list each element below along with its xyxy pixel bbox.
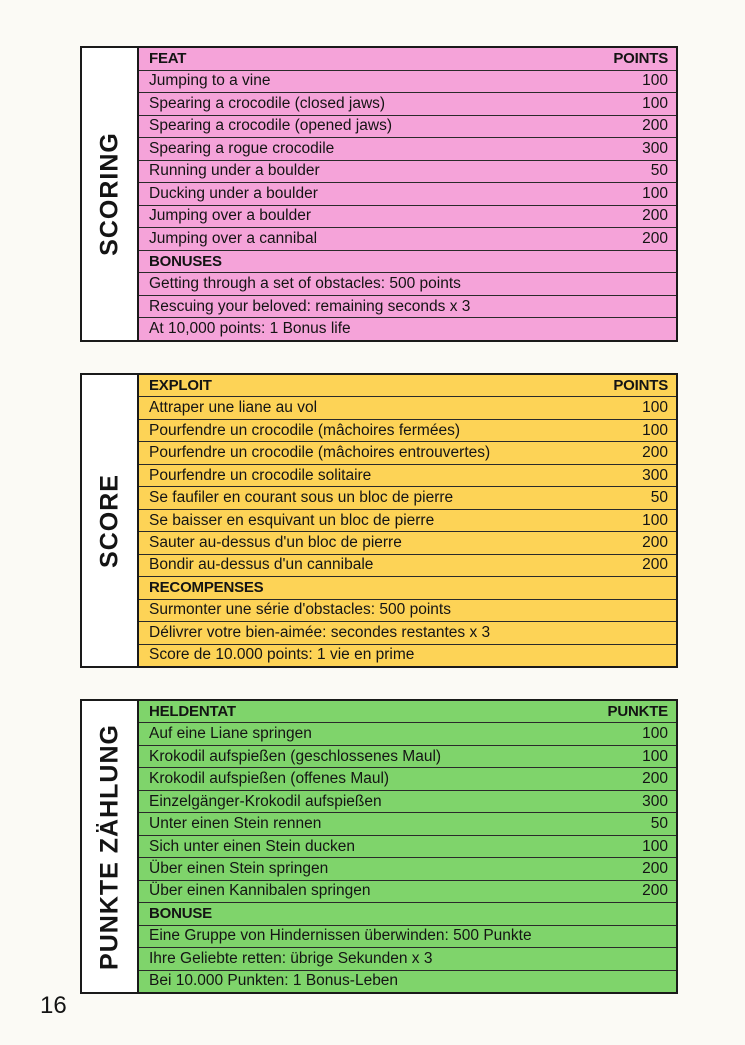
- points-value: 200: [642, 860, 668, 878]
- table-row: [139, 858, 676, 880]
- points-value: 100: [642, 725, 668, 743]
- points-value: 100: [642, 511, 668, 529]
- table-row: [139, 397, 676, 419]
- feat-text: Sauter au-dessus d'un bloc de pierre: [149, 534, 402, 552]
- bonus-row: [139, 600, 676, 622]
- table-row: [139, 881, 676, 903]
- points-value: 200: [642, 444, 668, 462]
- feat-text: Spearing a rogue crocodile: [149, 139, 335, 157]
- points-value: 50: [650, 162, 668, 180]
- scoring-table-de: [80, 699, 678, 994]
- bonus-row: [139, 948, 676, 970]
- table-row: [139, 723, 676, 745]
- feat-column-header: FEAT: [149, 50, 187, 68]
- bonus-row: [139, 296, 676, 319]
- bonus-row: [139, 971, 676, 992]
- points-value: 100: [642, 72, 668, 90]
- section-label-score: [82, 375, 139, 666]
- points-value: 100: [642, 837, 668, 855]
- bonus-row: [139, 318, 676, 340]
- feat-text: Krokodil aufspießen (offenes Maul): [149, 770, 390, 788]
- feat-text: Über einen Kannibalen springen: [149, 882, 371, 900]
- table-row: [139, 116, 676, 139]
- feat-text: Jumping to a vine: [149, 72, 271, 90]
- table-header-row: [139, 48, 676, 71]
- bonus-header-row: [139, 903, 676, 925]
- table-row: [139, 161, 676, 184]
- table-row: [139, 791, 676, 813]
- table-row: [139, 487, 676, 509]
- feat-text: Running under a boulder: [149, 162, 320, 180]
- feat-text: Bondir au-dessus d'un cannibale: [149, 556, 374, 574]
- bonus-text: Ihre Geliebte retten: übrige Sekunden x 3: [149, 949, 433, 967]
- section-label-scoring: [82, 48, 139, 340]
- table-row: [139, 768, 676, 790]
- points-value: 200: [642, 556, 668, 574]
- feat-column-header: EXPLOIT: [149, 377, 212, 395]
- feat-text: Spearing a crocodile (opened jaws): [149, 117, 392, 135]
- section-label-punkte: [82, 701, 139, 992]
- feat-text: Ducking under a boulder: [149, 184, 318, 202]
- table-row: [139, 183, 676, 206]
- points-value: 300: [642, 466, 668, 484]
- bonus-text: Rescuing your beloved: remaining seconds x 3: [149, 297, 471, 315]
- bonus-header: BONUSES: [149, 253, 222, 271]
- section-title: PUNKTE ZÄHLUNG: [95, 723, 123, 970]
- table-row: [139, 206, 676, 229]
- table-row: [139, 532, 676, 554]
- table-row: [139, 465, 676, 487]
- points-value: 100: [642, 94, 668, 112]
- bonus-text: Eine Gruppe von Hindernissen überwinden: 500 Punkte: [149, 927, 532, 945]
- table-row: [139, 746, 676, 768]
- points-column-header: POINTS: [613, 50, 668, 68]
- table-row: [139, 228, 676, 251]
- score-table-body: [139, 48, 676, 340]
- points-value: 300: [642, 139, 668, 157]
- feat-text: Pourfendre un crocodile (mâchoires fermées): [149, 421, 460, 439]
- section-title: SCORE: [95, 473, 123, 568]
- bonus-header-row: [139, 251, 676, 274]
- feat-text: Pourfendre un crocodile (mâchoires entrouvertes): [149, 444, 491, 462]
- points-value: 200: [642, 117, 668, 135]
- feat-text: Attraper une liane au vol: [149, 399, 318, 417]
- feat-text: Pourfendre un crocodile solitaire: [149, 466, 372, 484]
- score-table-body: [139, 701, 676, 992]
- bonus-header: BONUSE: [149, 905, 212, 923]
- page-number: 16: [40, 992, 67, 1019]
- bonus-row: [139, 926, 676, 948]
- feat-text: Spearing a crocodile (closed jaws): [149, 94, 386, 112]
- table-row: [139, 555, 676, 577]
- points-value: 200: [642, 207, 668, 225]
- table-header-row: [139, 375, 676, 397]
- scoring-table-en: [80, 46, 678, 342]
- feat-text: Jumping over a boulder: [149, 207, 311, 225]
- feat-column-header: HELDENTAT: [149, 703, 236, 721]
- bonus-row: [139, 645, 676, 666]
- bonus-text: Surmonter une série d'obstacles: 500 points: [149, 601, 451, 619]
- feat-text: Krokodil aufspießen (geschlossenes Maul): [149, 747, 442, 765]
- feat-text: Unter einen Stein rennen: [149, 815, 322, 833]
- table-row: [139, 836, 676, 858]
- bonus-row: [139, 273, 676, 296]
- table-row: [139, 510, 676, 532]
- section-title: SCORING: [95, 132, 123, 256]
- table-row: [139, 442, 676, 464]
- feat-text: Über einen Stein springen: [149, 860, 329, 878]
- table-header-row: [139, 701, 676, 723]
- points-value: 200: [642, 534, 668, 552]
- bonus-row: [139, 622, 676, 644]
- feat-text: Jumping over a cannibal: [149, 230, 318, 248]
- feat-text: Se faufiler en courant sous un bloc de pierre: [149, 489, 454, 507]
- table-row: [139, 71, 676, 94]
- points-value: 100: [642, 747, 668, 765]
- points-value: 50: [650, 489, 668, 507]
- feat-text: Auf eine Liane springen: [149, 725, 312, 743]
- score-table-body: [139, 375, 676, 666]
- bonus-text: Délivrer votre bien-aimée: secondes restantes x 3: [149, 623, 491, 641]
- table-row: [139, 813, 676, 835]
- bonus-header: RECOMPENSES: [149, 579, 264, 597]
- points-value: 200: [642, 230, 668, 248]
- feat-text: Se baisser en esquivant un bloc de pierre: [149, 511, 435, 529]
- points-column-header: POINTS: [613, 377, 668, 395]
- table-row: [139, 93, 676, 116]
- points-column-header: PUNKTE: [607, 703, 668, 721]
- feat-text: Einzelgänger-Krokodil aufspießen: [149, 792, 382, 810]
- feat-text: Sich unter einen Stein ducken: [149, 837, 355, 855]
- points-value: 100: [642, 184, 668, 202]
- bonus-text: Bei 10.000 Punkten: 1 Bonus-Leben: [149, 972, 399, 990]
- bonus-text: At 10,000 points: 1 Bonus life: [149, 320, 351, 338]
- bonus-text: Getting through a set of obstacles: 500 points: [149, 275, 461, 293]
- points-value: 200: [642, 882, 668, 900]
- table-row: [139, 420, 676, 442]
- points-value: 300: [642, 792, 668, 810]
- points-value: 200: [642, 770, 668, 788]
- points-value: 100: [642, 399, 668, 417]
- table-row: [139, 138, 676, 161]
- bonus-header-row: [139, 577, 676, 599]
- points-value: 100: [642, 421, 668, 439]
- scoring-table-fr: [80, 373, 678, 668]
- bonus-text: Score de 10.000 points: 1 vie en prime: [149, 646, 415, 664]
- points-value: 50: [650, 815, 668, 833]
